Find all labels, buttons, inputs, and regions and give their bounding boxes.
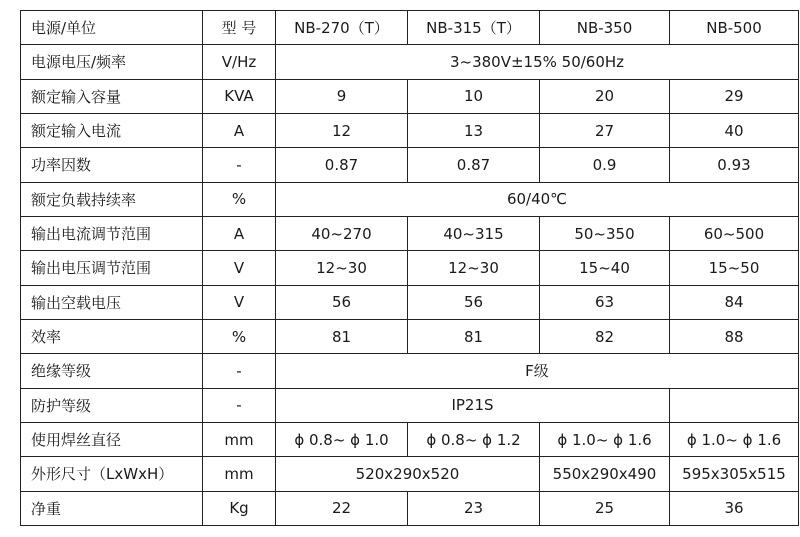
- row-value: ϕ 0.8~ ϕ 1.0: [276, 422, 408, 456]
- row-label: 输出电流调节范围: [21, 216, 203, 250]
- row-value: 60/40℃: [276, 182, 799, 216]
- row-unit: KVA: [203, 79, 276, 113]
- header-model: NB-500: [670, 11, 799, 45]
- row-value: 10: [408, 79, 540, 113]
- row-label: 绝缘等级: [21, 354, 203, 388]
- row-value: 25: [540, 491, 670, 525]
- row-unit: %: [203, 182, 276, 216]
- row-label: 输出空载电压: [21, 285, 203, 319]
- row-value: 23: [408, 491, 540, 525]
- row-label: 输出电压调节范围: [21, 251, 203, 285]
- row-label: 功率因数: [21, 148, 203, 182]
- table-row: [21, 285, 799, 319]
- row-label: 额定输入容量: [21, 79, 203, 113]
- row-value: 63: [540, 285, 670, 319]
- row-value: 0.9: [540, 148, 670, 182]
- row-value: 15~40: [540, 251, 670, 285]
- row-value: 550x290x490: [540, 457, 670, 491]
- table-row: [21, 491, 799, 525]
- row-unit: A: [203, 113, 276, 147]
- row-value: 40: [670, 113, 799, 147]
- row-value: ϕ 1.0~ ϕ 1.6: [670, 422, 799, 456]
- row-value: 13: [408, 113, 540, 147]
- table-row: [21, 113, 799, 147]
- row-value: 56: [408, 285, 540, 319]
- row-value: 40~315: [408, 216, 540, 250]
- row-value: 27: [540, 113, 670, 147]
- table-row: [21, 79, 799, 113]
- header-row: [21, 11, 799, 45]
- row-value: 12~30: [276, 251, 408, 285]
- row-unit: -: [203, 148, 276, 182]
- table-row: [21, 388, 799, 422]
- row-value: 9: [276, 79, 408, 113]
- table-row: [21, 182, 799, 216]
- row-unit: V: [203, 285, 276, 319]
- table-row: [21, 354, 799, 388]
- table-row: [21, 45, 799, 79]
- table-row: [21, 148, 799, 182]
- row-unit: V/Hz: [203, 45, 276, 79]
- row-value: 82: [540, 319, 670, 353]
- table-row: [21, 319, 799, 353]
- row-value-empty: [670, 388, 799, 422]
- row-value: 595x305x515: [670, 457, 799, 491]
- row-unit: V: [203, 251, 276, 285]
- row-label: 使用焊丝直径: [21, 422, 203, 456]
- row-value: 81: [408, 319, 540, 353]
- row-value: 88: [670, 319, 799, 353]
- row-value: ϕ 1.0~ ϕ 1.6: [540, 422, 670, 456]
- header-model: NB-315（T）: [408, 11, 540, 45]
- row-value: 29: [670, 79, 799, 113]
- row-value: 0.87: [408, 148, 540, 182]
- table-row: [21, 422, 799, 456]
- row-label: 净重: [21, 491, 203, 525]
- row-label: 额定输入电流: [21, 113, 203, 147]
- row-value: 0.93: [670, 148, 799, 182]
- header-model: NB-270（T）: [276, 11, 408, 45]
- row-value: 36: [670, 491, 799, 525]
- row-value: 50~350: [540, 216, 670, 250]
- row-value: 520x290x520: [276, 457, 540, 491]
- header-param: 电源/单位: [21, 11, 203, 45]
- row-unit: mm: [203, 457, 276, 491]
- row-unit: A: [203, 216, 276, 250]
- row-value: 40~270: [276, 216, 408, 250]
- row-value: F级: [276, 354, 799, 388]
- row-value: 12: [276, 113, 408, 147]
- row-value: 0.87: [276, 148, 408, 182]
- row-value: IP21S: [276, 388, 670, 422]
- row-value: 12~30: [408, 251, 540, 285]
- table-row: [21, 457, 799, 491]
- row-unit: Kg: [203, 491, 276, 525]
- row-unit: -: [203, 388, 276, 422]
- row-value: 84: [670, 285, 799, 319]
- row-label: 外形尺寸（LxWxH）: [21, 457, 203, 491]
- spec-table: [20, 10, 799, 526]
- row-value: 60~500: [670, 216, 799, 250]
- row-value: 20: [540, 79, 670, 113]
- header-model: NB-350: [540, 11, 670, 45]
- row-value: 3~380V±15% 50/60Hz: [276, 45, 799, 79]
- table-row: [21, 216, 799, 250]
- row-label: 防护等级: [21, 388, 203, 422]
- row-label: 额定负载持续率: [21, 182, 203, 216]
- row-label: 效率: [21, 319, 203, 353]
- row-value: ϕ 0.8~ ϕ 1.2: [408, 422, 540, 456]
- row-unit: %: [203, 319, 276, 353]
- table-row: [21, 251, 799, 285]
- row-unit: -: [203, 354, 276, 388]
- row-value: 22: [276, 491, 408, 525]
- row-label: 电源电压/频率: [21, 45, 203, 79]
- row-value: 15~50: [670, 251, 799, 285]
- row-unit: mm: [203, 422, 276, 456]
- header-unit: 型 号: [203, 11, 276, 45]
- row-value: 81: [276, 319, 408, 353]
- row-value: 56: [276, 285, 408, 319]
